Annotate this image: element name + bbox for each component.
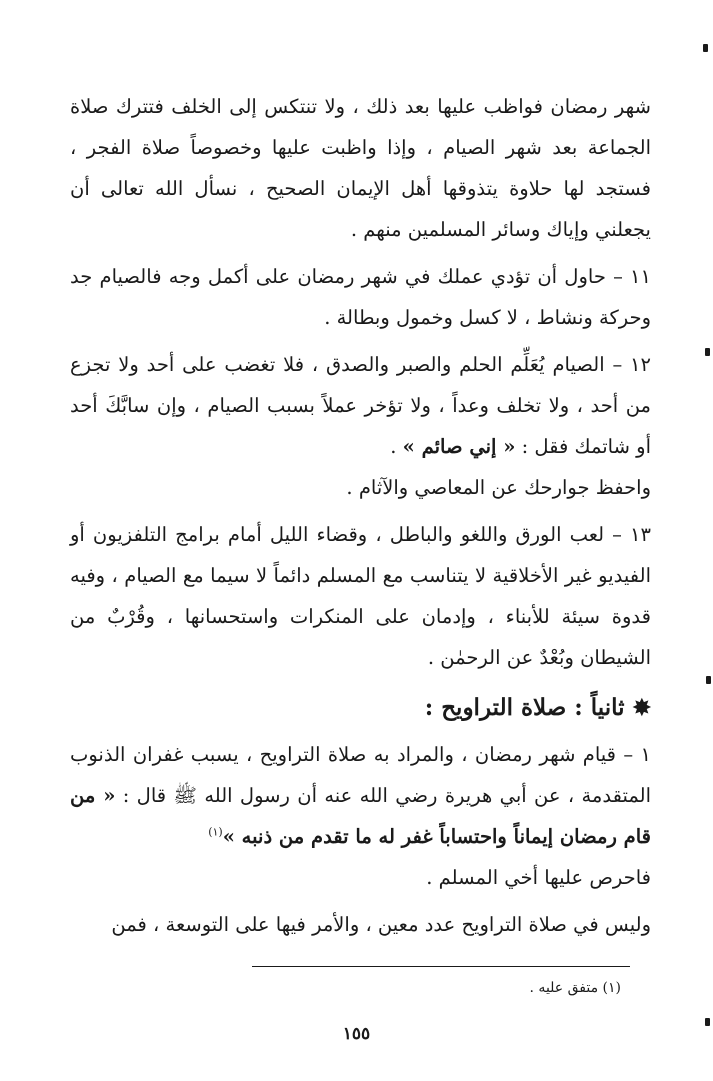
paragraph-number-of-rakat: وليس في صلاة التراويح عدد معين ، والأمر فيها على التوسعة ، فمن [111,913,651,936]
paragraph-guard-limbs: واحفظ جوارحك عن المعاصي والآثام . [346,476,651,499]
footnote: (١) متفق عليه . [529,980,621,996]
margin-mark [705,348,710,356]
star-icon: ✸ [632,695,651,721]
quote-fasting: « إني صائم » [402,435,516,458]
paragraph-item-12 [70,344,651,467]
main-text [70,86,651,945]
section-heading [70,682,651,734]
paragraph-taraweeh-1 [70,734,651,857]
paragraph-prayer-continuation: شهر رمضان فواظب عليها بعد ذلك ، ولا تنتكس إلى الخلف فتترك صلاة الجماعة بعد شهر الصيام ، وإذا واظبت عليها وخصوصاً صلاة الفجر ، فستجد لها حلاوة يتذوقها أهل الإيمان الصحيح ، نسأل الله تعالى أن يجعلني وإياك وسائر المسلمين منهم . [70,95,651,241]
page-number: ١٥٥ [342,1024,371,1044]
footnote-divider [252,966,630,967]
paragraph-encourage: فاحرص عليها أخي المسلم . [426,866,651,889]
hadith-quote: « من قام رمضان إيماناً واحتساباً غفر له ما تقدم من ذنبه » [70,784,651,848]
item-12-text: ١٢ – الصيام يُعَلِّم الحلم والصبر والصدق ، فلا تغضب على أحد ولا تجزع من أحد ، ولا تخلف وعداً ، ولا تؤخر عملاً بسبب الصيام ، وإن سابَّكَ أحد أو شاتمك فقل : [70,353,651,458]
margin-mark [703,44,708,52]
footnote-marker: (١) [208,825,223,839]
section-heading-text: ثانياً : صلاة التراويح : [424,694,625,721]
margin-mark [706,676,711,684]
margin-mark [705,1018,710,1026]
paragraph-item-13: ١٣ – لعب الورق واللغو والباطل ، وقضاء الليل أمام برامج التلفزيون أو الفيديو غير الأخلاقية لا يتناسب مع المسلم دائماً لا سيما مع الصيام ، وفيه قدوة سيئة للأبناء ، وإدمان على المنكرات واستحسانها ، وقُرْبٌ من الشيطان وبُعْدٌ عن الرحمٰن . [70,523,651,669]
taraweeh-1-text: ١ – قيام شهر رمضان ، والمراد به صلاة التراويح ، يسبب غفران الذنوب المتقدمة ، عن أبي هريرة رضي الله عنه أن رسول الله ﷺ قال : [70,743,651,807]
quote-fasting-end: . [390,435,403,458]
paragraph-item-11: ١١ – حاول أن تؤدي عملك في شهر رمضان على أكمل وجه فالصيام جد وحركة ونشاط ، لا كسل وخمول وبطالة . [70,265,651,329]
